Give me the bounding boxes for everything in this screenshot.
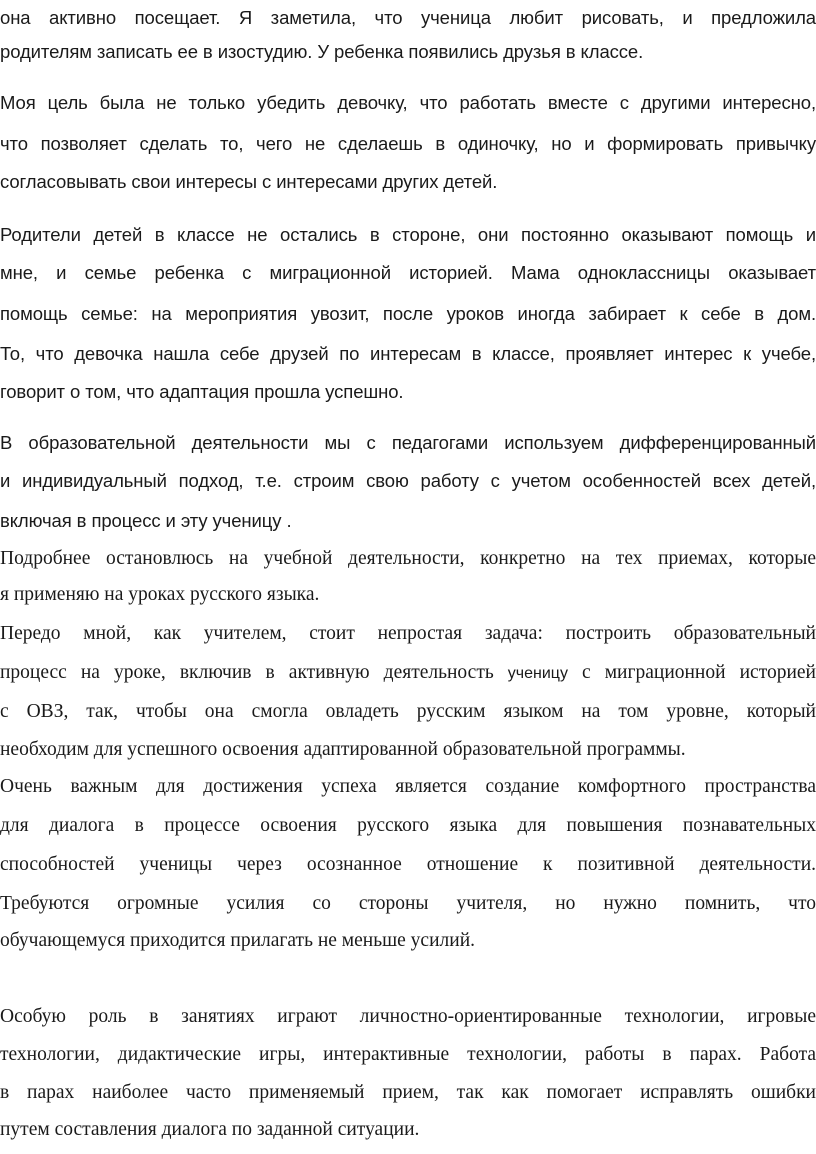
paragraph-5-line-2: я применяю на уроках русского языка. (0, 584, 320, 605)
paragraph-5-line-1: Подробнее остановлюсь на учебной деятельности, конкретно на тех приемах, которые (0, 548, 816, 569)
paragraph-4-line-3: включая в процесс и эту ученицу . (0, 510, 292, 531)
paragraph-6-line-2 (0, 657, 816, 689)
paragraph-7-line-5: обучающемуся приходится прилагать не меньше усилий. (0, 930, 475, 951)
paragraph-7-line-1: Очень важным для достижения успеха является создание комфортного пространства (0, 776, 816, 797)
paragraph-8-line-2: технологии, дидактические игры, интерактивные технологии, работы в парах. Работа (0, 1044, 816, 1065)
paragraph-6-line-2-end: с миграционной историей (582, 662, 816, 683)
paragraph-6-line-3: с ОВЗ, так, чтобы она смогла овладеть русским языком на том уровне, который (0, 701, 816, 722)
paragraph-2-line-3: согласовывать свои интересы с интересами других детей. (0, 171, 498, 192)
paragraph-8-line-1: Особую роль в занятиях играют личностно-ориентированные технологии, игровые (0, 1006, 816, 1027)
paragraph-7-line-3: способностей ученицы через осознанное отношение к позитивной деятельности. (0, 854, 816, 875)
paragraph-6-inline-word: ученицу (507, 665, 568, 682)
paragraph-8-line-4: путем составления диалога по заданной ситуации. (0, 1119, 420, 1140)
paragraph-6-line-1: Передо мной, как учителем, стоит непростая задача: построить образовательный (0, 623, 816, 644)
paragraph-7-line-4: Требуются огромные усилия со стороны учителя, но нужно помнить, что (0, 893, 816, 914)
paragraph-3-line-2: мне, и семье ребенка с миграционной историей. Мама одноклассницы оказывает (0, 262, 816, 283)
paragraph-3-line-3: помощь семье: на мероприятия увозит, после уроков иногда забирает к себе в дом. (0, 303, 816, 324)
paragraph-4-line-1: В образовательной деятельности мы с педагогами используем дифференцированный (0, 432, 816, 453)
paragraph-2-line-2: что позволяет сделать то, чего не сделаешь в одиночку, но и формировать привычку (0, 133, 816, 154)
paragraph-1-line-2: родителям записать ее в изостудию. У ребенка появились друзья в классе. (0, 41, 644, 62)
paragraph-3-line-5: говорит о том, что адаптация прошла успешно. (0, 381, 404, 402)
paragraph-6-line-2-start: процесс на уроке, включив в активную деятельность (0, 662, 494, 683)
paragraph-2-line-1: Моя цель была не только убедить девочку, что работать вместе с другими интересно, (0, 92, 816, 113)
paragraph-8-line-3: в парах наиболее часто применяемый прием, так как помогает исправлять ошибки (0, 1082, 816, 1103)
paragraph-4-line-2: и индивидуальный подход, т.е. строим свою работу с учетом особенностей всех детей, (0, 470, 816, 491)
paragraph-3-line-4: То, что девочка нашла себе друзей по интересам в классе, проявляет интерес к учебе, (0, 343, 816, 364)
paragraph-3-line-1: Родители детей в классе не остались в стороне, они постоянно оказывают помощь и (0, 224, 816, 245)
paragraph-6-line-4: необходим для успешного освоения адаптированной образовательной программы. (0, 739, 686, 760)
paragraph-7-line-2: для диалога в процессе освоения русского языка для повышения познавательных (0, 815, 816, 836)
paragraph-1-line-1: она активно посещает. Я заметила, что ученица любит рисовать, и предложила (0, 7, 816, 28)
